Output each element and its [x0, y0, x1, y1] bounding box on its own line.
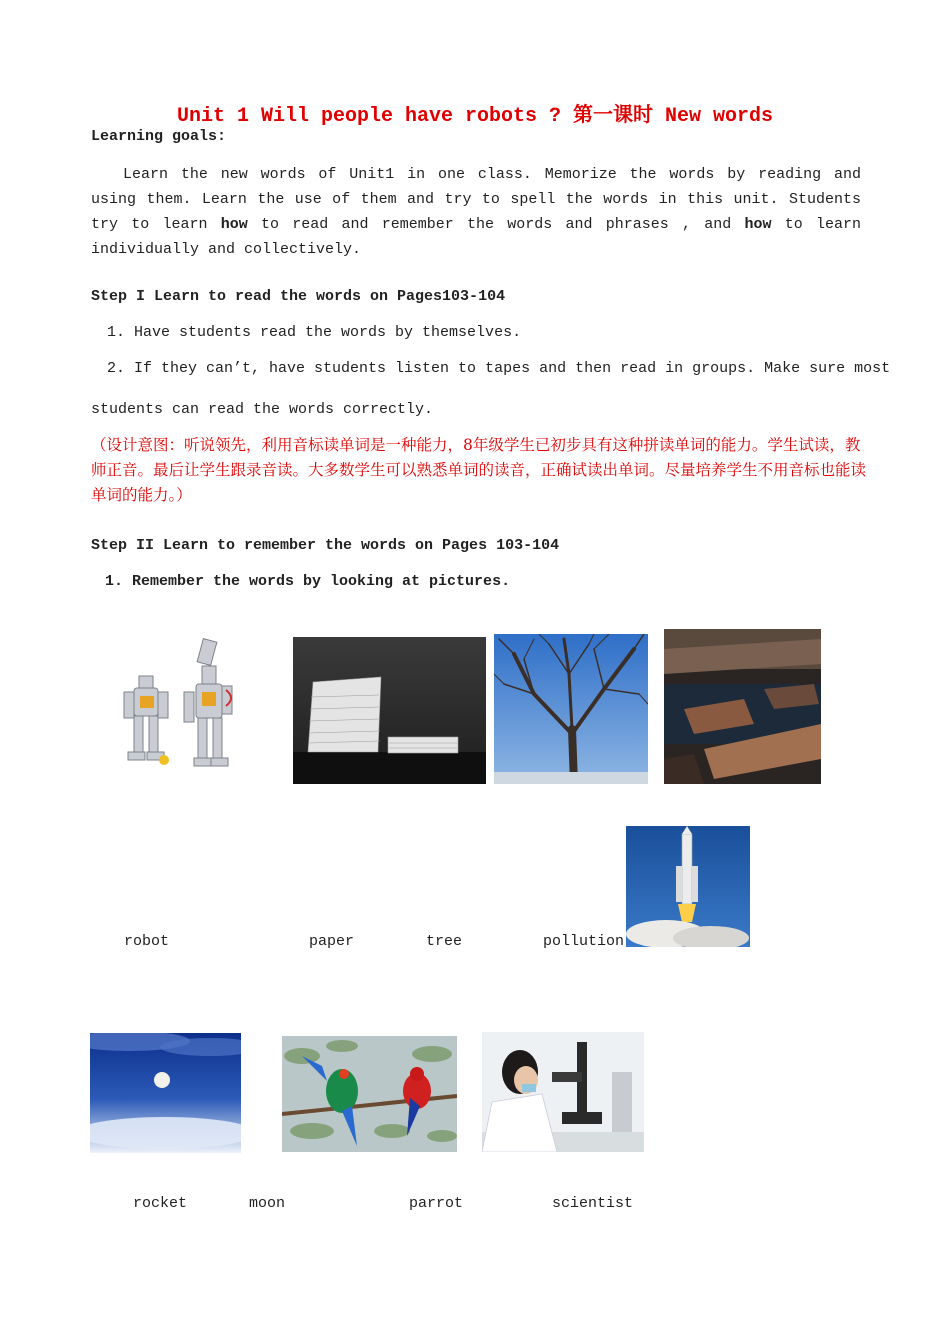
word-label-scientist: scientist [552, 1195, 634, 1212]
learning-goals-paragraph: Learn the new words of Unit1 in one class. Memorize the words by reading and using them. Learn the use of them and try to spell the words in this unit. Students try to learn how to read and remember the words and phrases , and how to learn individually and collectively. [91, 166, 861, 258]
step-1-item-2: 2. If they can’t, have students listen to tapes and then read in groups. Make sure most [107, 360, 891, 377]
step-1-heading: Step I Learn to read the words on Pages103-104 [91, 288, 506, 305]
tree-image [494, 634, 648, 784]
rocket-launch-image [626, 826, 750, 947]
pollution-image [664, 629, 821, 784]
step-2-heading: Step II Learn to remember the words on Pages 103-104 [91, 537, 560, 554]
step-2-item-1: 1. Remember the words by looking at pictures. [105, 573, 511, 590]
learning-goals-heading: Learning goals: [91, 128, 227, 145]
word-label-tree: tree [426, 933, 463, 950]
step-1-item-2-continued: students can read the words correctly. [91, 401, 434, 418]
moon-image [90, 1033, 241, 1153]
word-label-moon: moon [249, 1195, 286, 1212]
word-label-paper: paper [309, 933, 355, 950]
word-label-robot: robot [124, 933, 170, 950]
scientist-image [482, 1032, 644, 1152]
word-label-rocket: rocket [133, 1195, 188, 1212]
parrots-image [282, 1036, 457, 1152]
word-label-parrot: parrot [409, 1195, 464, 1212]
word-label-pollution: pollution [543, 933, 625, 950]
paper-image [293, 637, 486, 784]
robots-image [118, 636, 248, 784]
design-intent-note: （设计意图：听说领先，利用音标读单词是一种能力，8年级学生已初步具有这种拼读单词的能力。学生试读，教师正音。最后让学生跟录音读。大多数学生可以熟悉单词的读音，正确试读出单词。尽量培养学生不用音标也能读单词的能力。） [91, 436, 867, 504]
step-1-item-1: 1. Have students read the words by themselves. [107, 324, 522, 341]
page-title: Unit 1 Will people have robots ? 第一课时 New words [176, 105, 774, 128]
